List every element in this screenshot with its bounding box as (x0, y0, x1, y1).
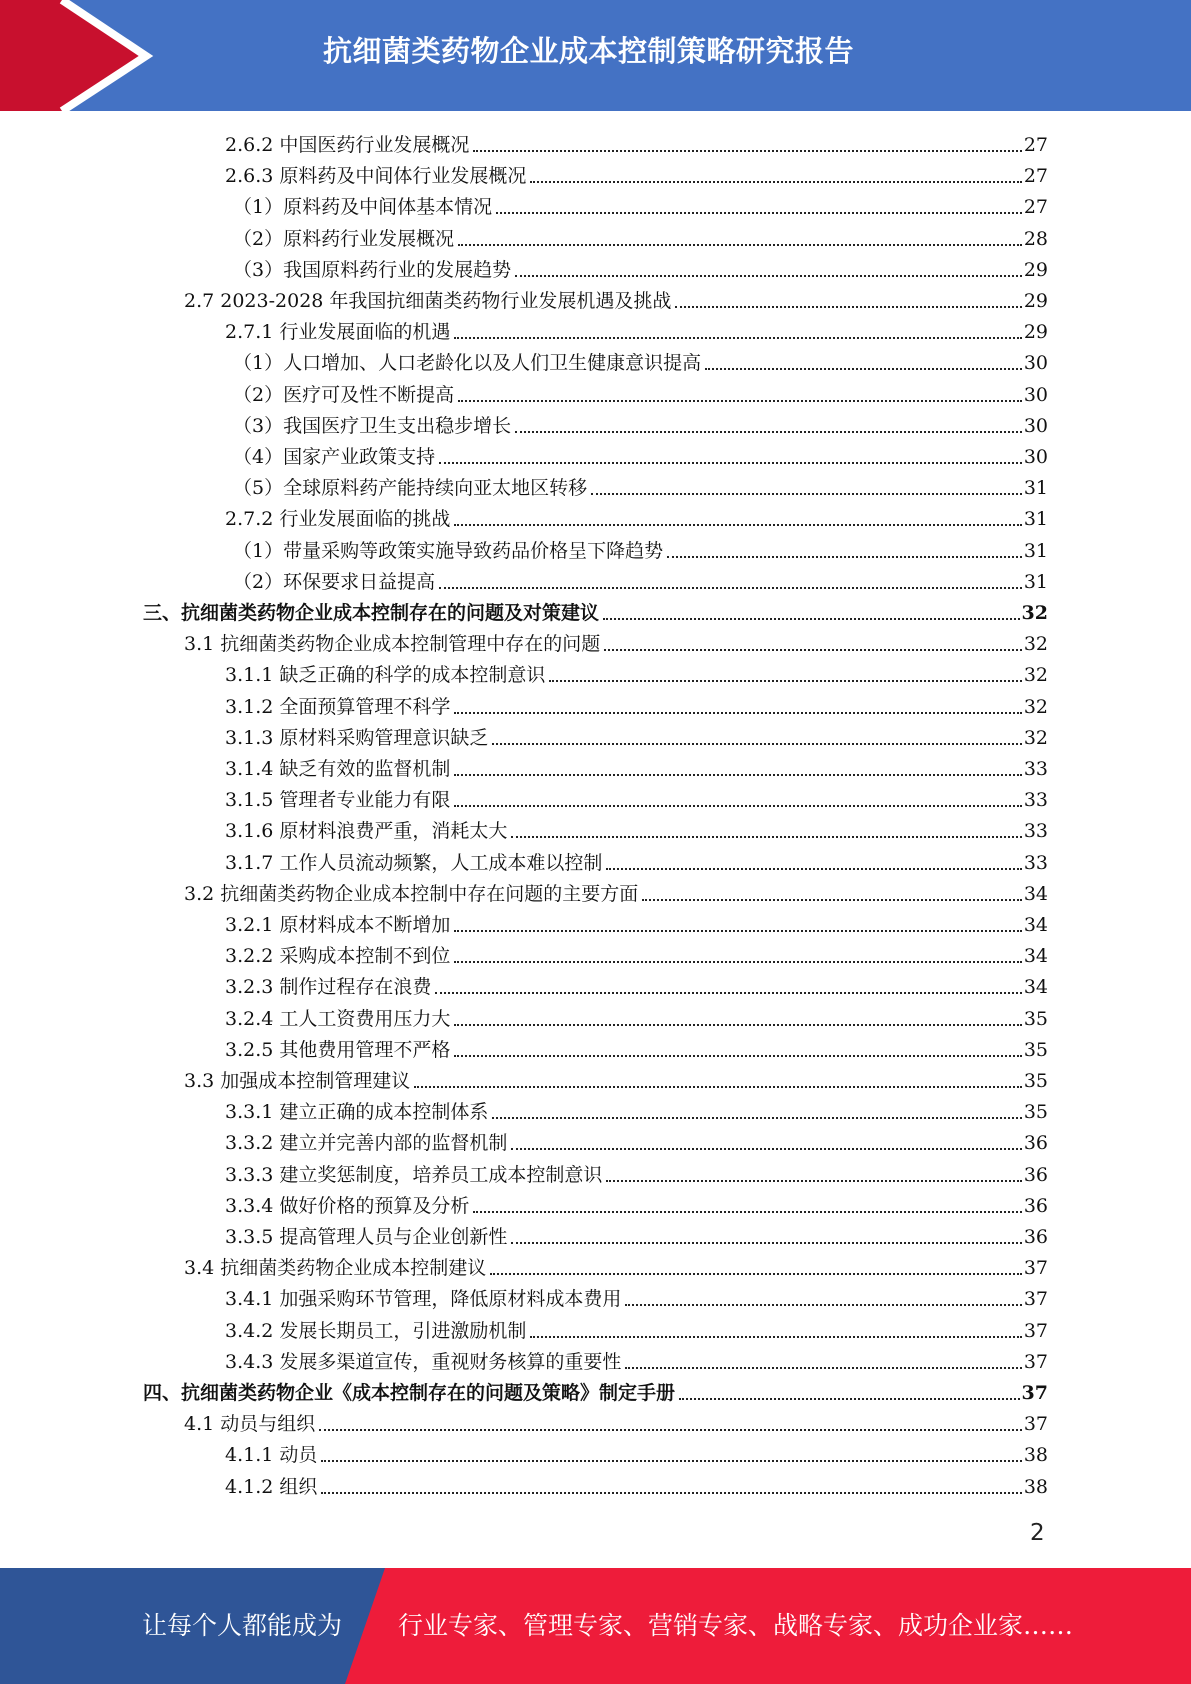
toc-entry-label: 2.7.1 行业发展面临的机遇 (225, 321, 451, 344)
toc-entry-label: 3.1.3 原材料采购管理意识缺乏 (225, 726, 489, 749)
toc-entry-page: 29 (1023, 258, 1048, 281)
toc-entry-label: 3.1.5 管理者专业能力有限 (225, 789, 451, 812)
toc-entry-label: 3.2.3 制作过程存在浪费 (225, 976, 432, 999)
toc-entry-label: 3.1.6 原材料浪费严重，消耗太大 (225, 820, 508, 843)
toc-entry-label: 3.3.3 建立奖惩制度，培养员工成本控制意识 (225, 1163, 603, 1186)
toc-entry[interactable] (233, 345, 1048, 376)
toc-dot-leader (454, 961, 1021, 963)
toc-entry-page: 36 (1023, 1194, 1048, 1217)
toc-entry[interactable] (225, 1469, 1048, 1500)
toc-entry-page: 31 (1023, 539, 1048, 562)
toc-dot-leader (492, 1117, 1021, 1119)
toc-dot-leader (603, 618, 1020, 620)
toc-dot-leader (321, 1460, 1021, 1462)
toc-entry-page: 38 (1023, 1475, 1048, 1498)
toc-entry-label: 3.4.3 发展多渠道宣传，重视财务核算的重要性 (225, 1350, 622, 1373)
toc-dot-leader (473, 1211, 1021, 1213)
toc-entry-label: 3.1.1 缺乏正确的科学的成本控制意识 (225, 664, 546, 687)
toc-entry[interactable] (225, 938, 1048, 969)
toc-entry[interactable] (225, 782, 1048, 813)
toc-entry-page: 33 (1023, 789, 1048, 812)
toc-entry-page: 28 (1023, 227, 1048, 250)
toc-entry[interactable] (225, 845, 1048, 876)
toc-entry-label: 4.1 动员与组织 (184, 1413, 316, 1436)
toc-dot-leader (625, 1304, 1021, 1306)
toc-dot-leader (319, 1429, 1022, 1431)
toc-entry[interactable] (225, 1125, 1048, 1156)
toc-entry-label: 3.2.5 其他费用管理不严格 (225, 1038, 451, 1061)
toc-entry-page: 30 (1023, 414, 1048, 437)
toc-entry-label: 3.3 加强成本控制管理建议 (184, 1070, 411, 1092)
toc-dot-leader (511, 1242, 1021, 1244)
toc-entry-page: 33 (1023, 851, 1048, 874)
toc-dot-leader (454, 1055, 1021, 1057)
toc-dot-leader (511, 836, 1021, 838)
toc-dot-leader (642, 899, 1022, 901)
toc-entry[interactable] (225, 1344, 1048, 1375)
toc-entry[interactable] (225, 127, 1048, 158)
toc-dot-leader (490, 1273, 1022, 1275)
toc-entry[interactable] (184, 1250, 1048, 1281)
toc-dot-leader (435, 992, 1021, 994)
toc-entry-page: 34 (1023, 882, 1048, 905)
toc-entry-page: 27 (1023, 165, 1048, 188)
toc-entry-label: （1）人口增加、人口老龄化以及人们卫生健康意识提高 (233, 352, 702, 375)
toc-dot-leader (530, 1336, 1021, 1338)
toc-entry[interactable] (225, 1001, 1048, 1032)
toc-entry-label: 3.1.7 工作人员流动频繁，人工成本难以控制 (225, 851, 603, 874)
toc-dot-leader (515, 275, 1022, 277)
toc-entry[interactable] (225, 1032, 1048, 1063)
toc-entry-label: （2）原料药行业发展概况 (233, 227, 455, 250)
toc-entry-label: 3.1 抗细菌类药物企业成本控制管理中存在的问题 (184, 633, 601, 656)
toc-entry-page: 37 (1021, 1382, 1048, 1404)
toc-entry-page: 34 (1023, 976, 1048, 999)
toc-dot-leader (667, 556, 1022, 558)
page-number: 2 (1030, 1520, 1045, 1546)
toc-entry[interactable] (233, 533, 1048, 564)
toc-entry-page: 36 (1023, 1163, 1048, 1186)
toc-entry-label: 三、抗细菌类药物企业成本控制存在的问题及对策建议 (143, 602, 600, 624)
toc-dot-leader (321, 1492, 1021, 1494)
toc-entry[interactable] (184, 283, 1048, 314)
toc-entry[interactable] (233, 408, 1048, 439)
page-footer (0, 1568, 1191, 1684)
toc-entry[interactable] (225, 689, 1048, 720)
toc-entry-page: 34 (1023, 914, 1048, 936)
toc-entry-page: 34 (1023, 945, 1048, 968)
toc-entry[interactable] (225, 1219, 1048, 1250)
toc-entry-label: （3）我国医疗卫生支出稳步增长 (233, 414, 512, 437)
toc-entry-page: 38 (1023, 1444, 1048, 1467)
toc-entry-label: （4）国家产业政策支持 (233, 446, 436, 468)
toc-dot-leader (705, 368, 1022, 370)
toc-dot-leader (679, 1398, 1020, 1400)
toc-entry-page: 27 (1023, 196, 1048, 219)
toc-entry-label: 3.4 抗细菌类药物企业成本控制建议 (184, 1257, 487, 1280)
toc-dot-leader (454, 774, 1021, 776)
toc-entry[interactable] (233, 564, 1048, 595)
toc-entry-page: 36 (1023, 1132, 1048, 1155)
toc-entry-label: 3.3.4 做好价格的预算及分析 (225, 1194, 470, 1217)
toc-entry-label: 4.1.1 动员 (225, 1444, 318, 1467)
toc-entry[interactable] (225, 158, 1048, 189)
toc-entry[interactable] (225, 907, 1048, 938)
report-title: 抗细菌类药物企业成本控制策略研究报告 (323, 34, 855, 68)
toc-entry-label: 2.6.2 中国医药行业发展概况 (225, 134, 470, 156)
toc-dot-leader (458, 244, 1022, 246)
toc-dot-leader (496, 212, 1022, 214)
toc-entry-label: 3.3.1 建立正确的成本控制体系 (225, 1101, 489, 1124)
toc-entry[interactable] (184, 1063, 1048, 1094)
toc-entry[interactable] (225, 1188, 1048, 1219)
toc-entry[interactable] (184, 876, 1048, 907)
toc-entry-label: 3.2.2 采购成本控制不到位 (225, 945, 451, 968)
toc-dot-leader (454, 805, 1021, 807)
toc-entry-label: 四、抗细菌类药物企业《成本控制存在的问题及策略》制定手册 (143, 1382, 676, 1404)
toc-entry[interactable] (233, 189, 1048, 220)
toc-entry[interactable] (233, 221, 1048, 252)
toc-entry[interactable] (233, 439, 1048, 470)
toc-entry[interactable] (225, 1094, 1048, 1125)
toc-entry[interactable] (225, 720, 1048, 751)
toc-entry-page: 35 (1023, 1070, 1048, 1092)
toc-entry-page: 33 (1023, 820, 1048, 843)
footer-slogan-right: 行业专家、管理专家、营销专家、战略专家、成功企业家…… (398, 1611, 1074, 1640)
toc-dot-leader (549, 680, 1021, 682)
toc-dot-leader (511, 1148, 1021, 1150)
toc-dot-leader (454, 712, 1021, 714)
toc-dot-leader (473, 150, 1021, 152)
toc-entry-label: 3.2.1 原材料成本不断增加 (225, 914, 451, 936)
toc-entry-label: 3.3.5 提高管理人员与企业创新性 (225, 1226, 508, 1248)
toc-entry-page: 37 (1023, 1413, 1048, 1436)
toc-entry-page: 35 (1023, 1101, 1048, 1124)
toc-entry-page: 31 (1023, 570, 1048, 593)
toc-dot-leader (675, 306, 1021, 308)
toc-entry-page: 32 (1023, 633, 1048, 656)
toc-entry-label: 3.4.1 加强采购环节管理，降低原材料成本费用 (225, 1288, 622, 1311)
toc-entry-page: 35 (1023, 1038, 1048, 1061)
footer-slogan-left: 让每个人都能成为 (142, 1611, 343, 1640)
toc-entry-page: 37 (1023, 1288, 1048, 1311)
toc-entry-page: 37 (1023, 1319, 1048, 1342)
toc-entry-label: 4.1.2 组织 (225, 1475, 318, 1498)
toc-entry[interactable] (143, 1375, 1048, 1406)
toc-entry-page: 27 (1023, 134, 1048, 156)
toc-entry-page: 30 (1023, 352, 1048, 375)
toc-entry-label: 3.1.4 缺乏有效的监督机制 (225, 758, 451, 780)
toc-entry[interactable] (143, 595, 1048, 626)
toc-entry-label: 2.6.3 原料药及中间体行业发展概况 (225, 165, 527, 188)
toc-dot-leader (606, 1180, 1021, 1182)
toc-entry[interactable] (225, 657, 1048, 688)
toc-entry[interactable] (225, 501, 1048, 532)
toc-entry-page: 32 (1023, 695, 1048, 718)
toc-dot-leader (454, 337, 1021, 339)
toc-entry-page: 31 (1023, 477, 1048, 500)
toc-entry[interactable] (233, 470, 1048, 501)
toc-entry-page: 30 (1023, 383, 1048, 406)
toc-entry-page: 35 (1023, 1007, 1048, 1030)
toc-entry[interactable] (225, 751, 1048, 782)
toc-entry[interactable] (225, 314, 1048, 345)
toc-entry-label: （5）全球原料药产能持续向亚太地区转移 (233, 477, 588, 500)
toc-entry-label: 3.2.4 工人工资费用压力大 (225, 1007, 451, 1030)
toc-entry-label: 3.1.2 全面预算管理不科学 (225, 695, 451, 718)
toc-dot-leader (454, 1024, 1021, 1026)
toc-entry-label: （1）原料药及中间体基本情况 (233, 196, 493, 219)
toc-dot-leader (606, 868, 1021, 870)
toc-entry-page: 30 (1023, 446, 1048, 468)
toc-entry-page: 36 (1023, 1226, 1048, 1248)
toc-dot-leader (591, 493, 1022, 495)
toc-dot-leader (492, 743, 1021, 745)
toc-entry-label: （2）环保要求日益提高 (233, 570, 436, 593)
toc-entry-page: 32 (1023, 726, 1048, 749)
toc-entry[interactable] (225, 1313, 1048, 1344)
toc-entry-label: （1）带量采购等政策实施导致药品价格呈下降趋势 (233, 539, 664, 562)
toc-entry[interactable] (233, 377, 1048, 408)
toc-entry-label: 3.2 抗细菌类药物企业成本控制中存在问题的主要方面 (184, 882, 639, 905)
toc-entry-page: 29 (1023, 321, 1048, 344)
toc-dot-leader (515, 431, 1022, 433)
toc-dot-leader (604, 649, 1022, 651)
toc-entry-page: 29 (1023, 290, 1048, 312)
toc-dot-leader (439, 462, 1022, 464)
toc-entry[interactable] (184, 1406, 1048, 1437)
toc-entry-page: 32 (1023, 664, 1048, 687)
toc-entry[interactable] (225, 1157, 1048, 1188)
toc-dot-leader (454, 524, 1021, 526)
toc-dot-leader (439, 587, 1022, 589)
toc-entry-label: 2.7 2023-2028 年我国抗细菌类药物行业发展机遇及挑战 (184, 290, 672, 312)
toc-entry[interactable] (225, 1437, 1048, 1468)
toc-entry-page: 37 (1023, 1257, 1048, 1280)
toc-entry[interactable] (233, 252, 1048, 283)
toc-entry-label: （3）我国原料药行业的发展趋势 (233, 258, 512, 281)
toc-entry-page: 31 (1023, 508, 1048, 531)
toc-dot-leader (458, 400, 1022, 402)
toc-dot-leader (454, 930, 1021, 932)
toc-entry[interactable] (184, 626, 1048, 657)
toc-entry[interactable] (225, 813, 1048, 844)
toc-entry-label: （2）医疗可及性不断提高 (233, 383, 455, 406)
toc-entry-label: 3.4.2 发展长期员工，引进激励机制 (225, 1319, 527, 1342)
page-header (0, 0, 1191, 111)
toc-dot-leader (625, 1367, 1021, 1369)
toc-entry[interactable] (225, 1281, 1048, 1312)
toc-dot-leader (530, 181, 1021, 183)
toc-entry[interactable] (225, 969, 1048, 1000)
toc-entry-page: 33 (1023, 758, 1048, 780)
toc-entry-label: 2.7.2 行业发展面临的挑战 (225, 508, 451, 531)
toc-entry-page: 32 (1021, 602, 1048, 624)
toc-entry-label: 3.3.2 建立并完善内部的监督机制 (225, 1132, 508, 1155)
toc-entry-page: 37 (1023, 1350, 1048, 1373)
toc-dot-leader (414, 1086, 1022, 1088)
